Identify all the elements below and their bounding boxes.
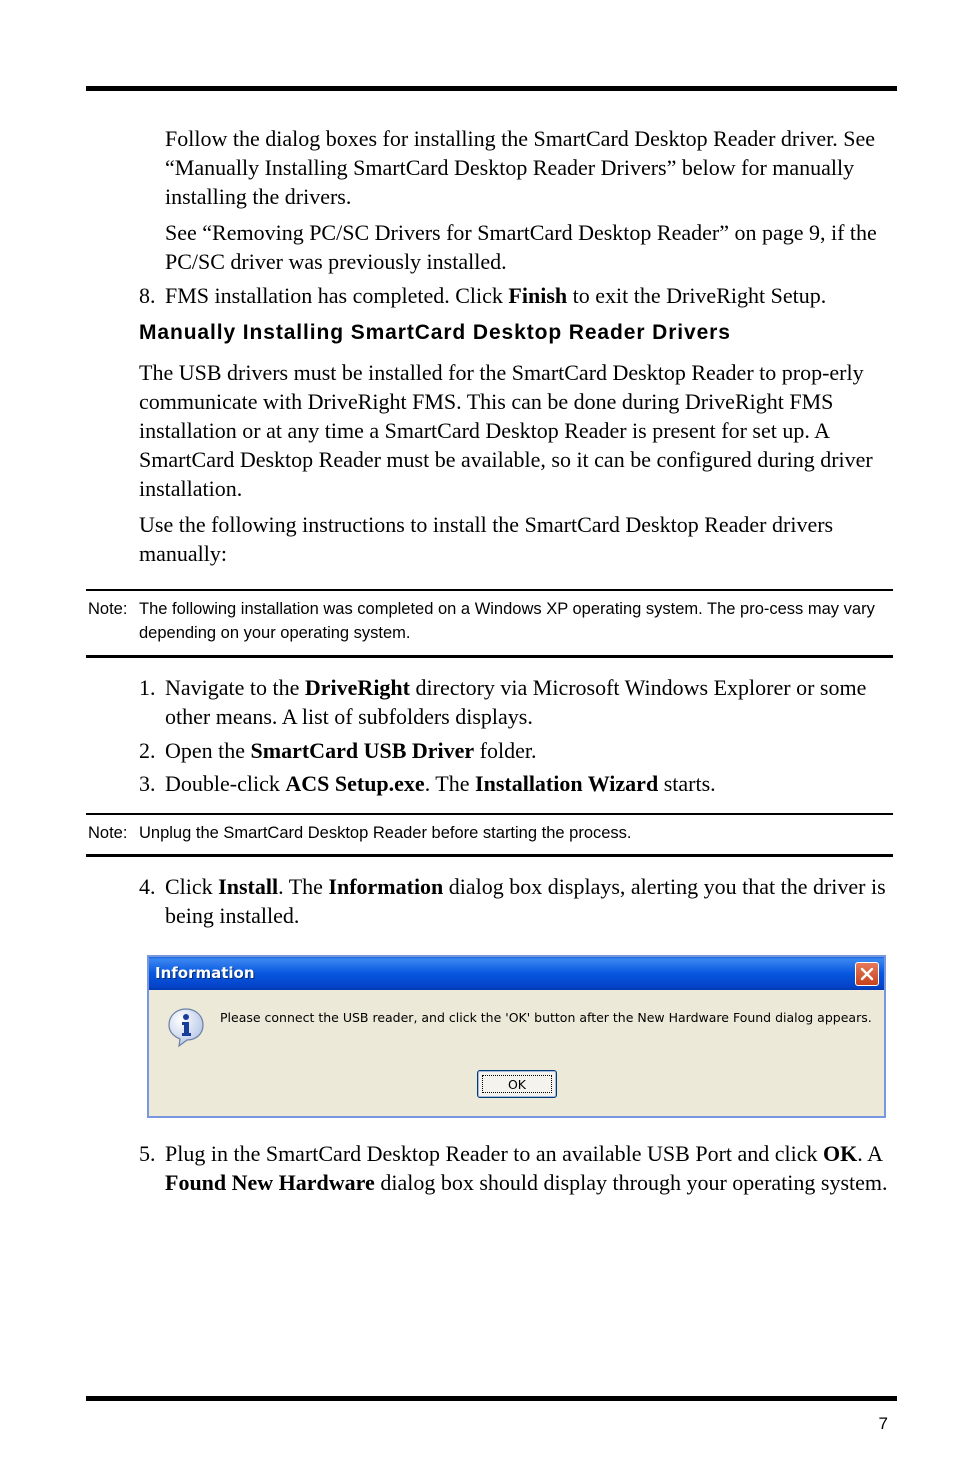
step-2 [139, 736, 899, 765]
step-text: Click [165, 874, 219, 899]
dialog-client [151, 990, 882, 1114]
step-text: dialog box displays, alerting you that the driver is being installed. [165, 874, 886, 928]
step-bold: Installation Wizard [475, 771, 659, 796]
section-paragraph-2: Use the following instructions to install the SmartCard Desktop Reader drivers manually: [139, 512, 834, 566]
header-rule [86, 86, 897, 91]
step-text: Plug in the SmartCard Desktop Reader to an available USB Port and click [165, 1141, 824, 1166]
step-text: Double-click [165, 771, 286, 796]
note-text: Unplug the SmartCard Desktop Reader before starting the process. [139, 824, 632, 842]
note-rule-bottom [86, 655, 893, 658]
step-text: . The [424, 771, 476, 796]
page-number: 7 [878, 1414, 888, 1433]
step-number: 2. [139, 738, 156, 763]
step-content [165, 736, 899, 765]
information-dialog [147, 955, 886, 1118]
step-content [165, 1139, 899, 1197]
step-content [165, 872, 899, 930]
step-bold: DriveRight [304, 675, 410, 700]
note-rule-bottom [86, 854, 893, 857]
dialog-title: Information [155, 964, 255, 982]
intro-paragraph-1: Follow the dialog boxes for installing the SmartCard Desktop Reader driver. See “Manually Installing SmartCard Desktop Reader Drivers” below for manually installing the drivers. [165, 126, 875, 209]
dialog-titlebar[interactable] [148, 956, 885, 990]
ok-button-label: OK [507, 1076, 527, 1092]
footer-rule [86, 1396, 897, 1401]
step-bold: Finish [508, 283, 568, 308]
step-content [165, 281, 899, 310]
info-icon [165, 1006, 207, 1048]
step-4 [139, 872, 899, 930]
step-content [165, 769, 899, 798]
step-text: . A [857, 1141, 882, 1166]
note-text: The following installation was completed on a Windows XP operating system. The pro-cess may vary depending on your operating system. [139, 600, 875, 642]
note-label: Note: [88, 600, 128, 618]
step-number: 3. [139, 771, 156, 796]
close-icon [860, 967, 874, 981]
step-text: to exit the DriveRight Setup. [567, 283, 827, 308]
step-bold: Install [218, 874, 279, 899]
step-bold: ACS Setup.exe [285, 771, 425, 796]
section-paragraph-1: The USB drivers must be installed for the SmartCard Desktop Reader to prop-erly communicate with DriveRight FMS. This can be done during DriveRight FMS installation or at any time a SmartCard Desktop Reader is present for set up. A SmartCard Desktop Reader must be available, so it can be configured during driver installation. [139, 360, 873, 501]
step-number: 1. [139, 675, 156, 700]
step-bold: Found New Hardware [165, 1170, 375, 1195]
step-number: 8. [139, 283, 156, 308]
step-text: starts. [658, 771, 716, 796]
ok-button[interactable] [477, 1070, 557, 1098]
close-button[interactable] [855, 962, 879, 986]
step-number: 5. [139, 1141, 156, 1166]
step-bold: SmartCard USB Driver [250, 738, 475, 763]
step-8 [139, 281, 899, 310]
step-text: dialog box should display through your operating system. [374, 1170, 888, 1195]
step-text: directory via Microsoft Windows Explorer or some other means. A list of subfolders displays. [165, 675, 867, 729]
note-rule-top [86, 813, 893, 815]
note-rule-top [86, 589, 893, 591]
step-text: FMS installation has completed. Click [165, 283, 509, 308]
step-number: 4. [139, 874, 156, 899]
step-text: Navigate to the [165, 675, 305, 700]
note-label: Note: [88, 824, 128, 842]
section-heading: Manually Installing SmartCard Desktop Reader Drivers [139, 321, 731, 344]
dialog-message: Please connect the USB reader, and click the 'OK' button after the New Hardware Found dialog appears. [220, 1010, 872, 1025]
step-bold: OK [823, 1141, 858, 1166]
step-5 [139, 1139, 899, 1197]
focus-rectangle [482, 1075, 552, 1093]
step-content [165, 673, 899, 731]
intro-paragraph-2: See “Removing PC/SC Drivers for SmartCard Desktop Reader” on page 9, if the PC/SC driver was previously installed. [165, 220, 877, 274]
step-3 [139, 769, 899, 798]
step-text: Open the [165, 738, 251, 763]
step-text: folder. [474, 738, 537, 763]
step-text: . The [278, 874, 329, 899]
step-bold: Information [328, 874, 444, 899]
step-1 [139, 673, 899, 731]
